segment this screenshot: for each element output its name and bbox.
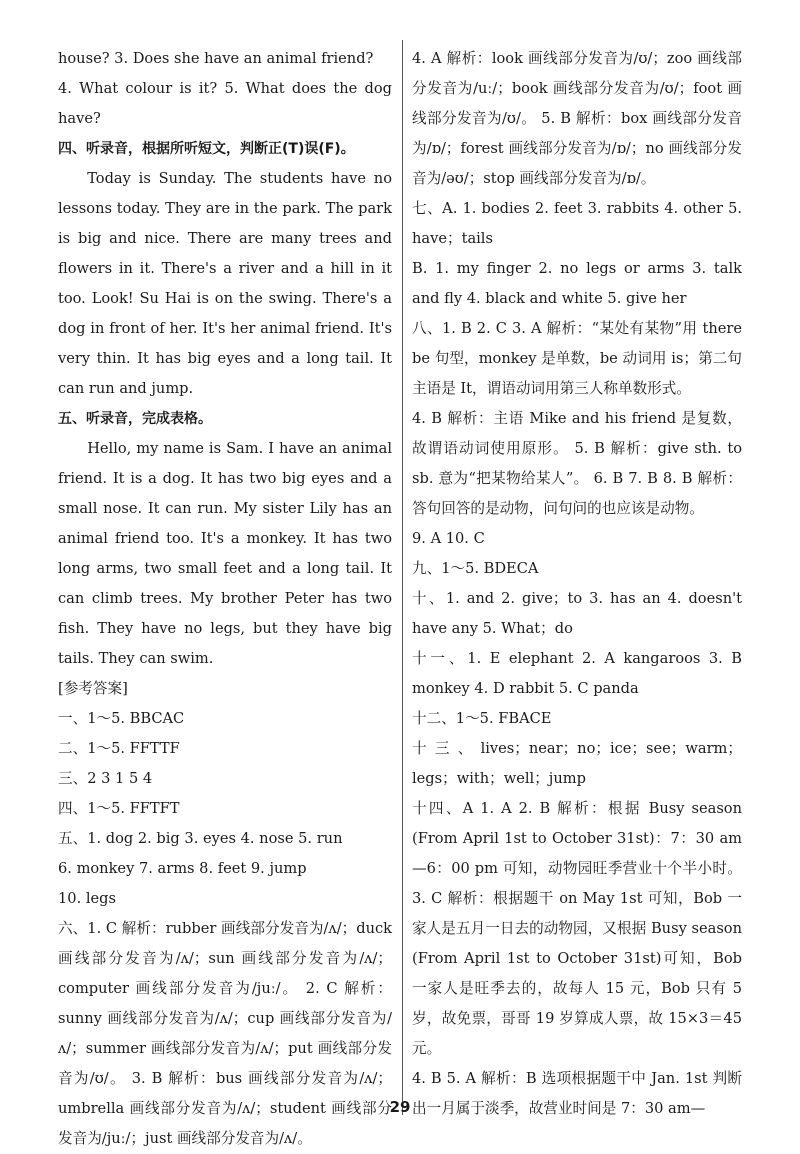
answer-line: 4. B 5. A 解析：B 选项根据题干中 Jan. 1st 判断出一月属于淡季，故营业时间是 7：30 am— [412,1070,742,1117]
answer-line: 一、1～5. BBCAC [58,710,185,727]
answer-line: 六、1. C 解析：rubber 画线部分发音为/ʌ/；duck 画线部分发音为/ʌ/；sun 画线部分发音为/ʌ/；computer 画线部分发音为/juː/。 2. C 解析：sunny 画线部分发音为/ʌ/；cup 画线部分发音为/ʌ/；summer 画线部分发音为/ʌ/；put 画线部分发音为/ʊ/。 3. B 解析：bus 画线部分发音为/ʌ/；umbrella 画线部分发音为/ʌ/；student 画线部分发音为/juː/；just 画线部分发音为/ʌ/。 [58,920,392,1147]
answer-line: 6. monkey 7. arms 8. feet 9. jump [58,860,307,877]
answer-line: 10. legs [58,890,116,907]
answer-line: 四、1～5. FFTFT [58,800,180,817]
section-five-passage: Hello, my name is Sam. I have an animal friend. It is a dog. It has two big eyes and a small nose. It can run. My sister Lily has an animal friend too. It's a monkey. It has two long arms, two small feet and a long tail. It can climb trees. My brother Peter has two fish. They have no legs, but they have big tails. They can swim. [58,440,392,667]
answer-line: 七、A. 1. bodies 2. feet 3. rabbits 4. other 5. have；tails [412,200,742,247]
answer-line: 4. B 解析：主语 Mike and his friend 是复数，故谓语动词使用原形。 5. B 解析：give sth. to sb. 意为“把某物给某人”。 6. B 7. B 8. B 解析：答句回答的是动物，问句问的也应该是动物。 [412,410,742,517]
answer-line: 九、1～5. BDECA [412,560,539,577]
right-column [412,44,742,1124]
answers-title: [参考答案] [58,680,128,697]
answer-line: 五、1. dog 2. big 3. eyes 4. nose 5. run [58,830,343,847]
page-number: 29 [389,1098,411,1116]
answer-line: 三、2 3 1 5 4 [58,770,153,787]
column-divider [402,40,403,1115]
answer-line: 十、1. and 2. give；to 3. has an 4. doesn't have any 5. What；do [412,590,742,637]
answer-line: 八、1. B 2. C 3. A 解析：“某处有某物”用 there be 句型，monkey 是单数，be 动词用 is；第二句主语是 It，谓语动词用第三人称单数形式。 [412,320,742,397]
question-line: 4. What colour is it? 5. What does the dog have? [58,80,392,127]
answer-line: 4. A 解析：look 画线部分发音为/ʊ/；zoo 画线部分发音为/uː/；book 画线部分发音为/ʊ/；foot 画线部分发音为/ʊ/。 5. B 解析：box 画线部分发音为/ɒ/；forest 画线部分发音为/ɒ/；no 画线部分发音为/əʊ/；stop 画线部分发音为/ɒ/。 [412,50,742,187]
answer-line: 十二、1～5. FBACE [412,710,552,727]
answer-line: 二、1～5. FFTTF [58,740,180,757]
section-four-passage: Today is Sunday. The students have no lessons today. They are in the park. The park is big and nice. There are many trees and flowers in it. There's a river and a hill in it too. Look! Su Hai is on the swing. There's a dog in front of her. It's her animal friend. It's very thin. It has big eyes and a long tail. It can run and jump. [58,170,392,397]
answer-line: 十一、1. E elephant 2. A kangaroos 3. B monkey 4. D rabbit 5. C panda [412,650,742,697]
question-line: house? 3. Does she have an animal friend? [58,50,374,67]
answer-line: 十四、A 1. A 2. B 解析：根据 Busy season (From April 1st to October 31st)：7：30 am—6：00 pm 可知，动物园旺季营业十个半小时。 3. C 解析：根据题干 on May 1st 可知，Bob 一家人是五月一日去的动物园，又根据 Busy season (From April 1st to October 31st)可知，Bob 一家人是旺季去的，故每人 15 元，Bob 只有 5 岁，故免票，哥哥 19 岁算成人票，故 15×3＝45 元。 [412,800,742,1057]
section-five-title: 五、听录音，完成表格。 [58,411,212,427]
answer-line: 十三、lives；near；no；ice；see；warm；legs；with；well；jump [412,740,742,787]
section-four-title: 四、听录音，根据所听短文，判断正(T)误(F)。 [58,141,355,157]
left-column [58,44,392,1154]
answer-line: B. 1. my finger 2. no legs or arms 3. talk and fly 4. black and white 5. give her [412,260,742,307]
answer-line: 9. A 10. C [412,530,485,547]
